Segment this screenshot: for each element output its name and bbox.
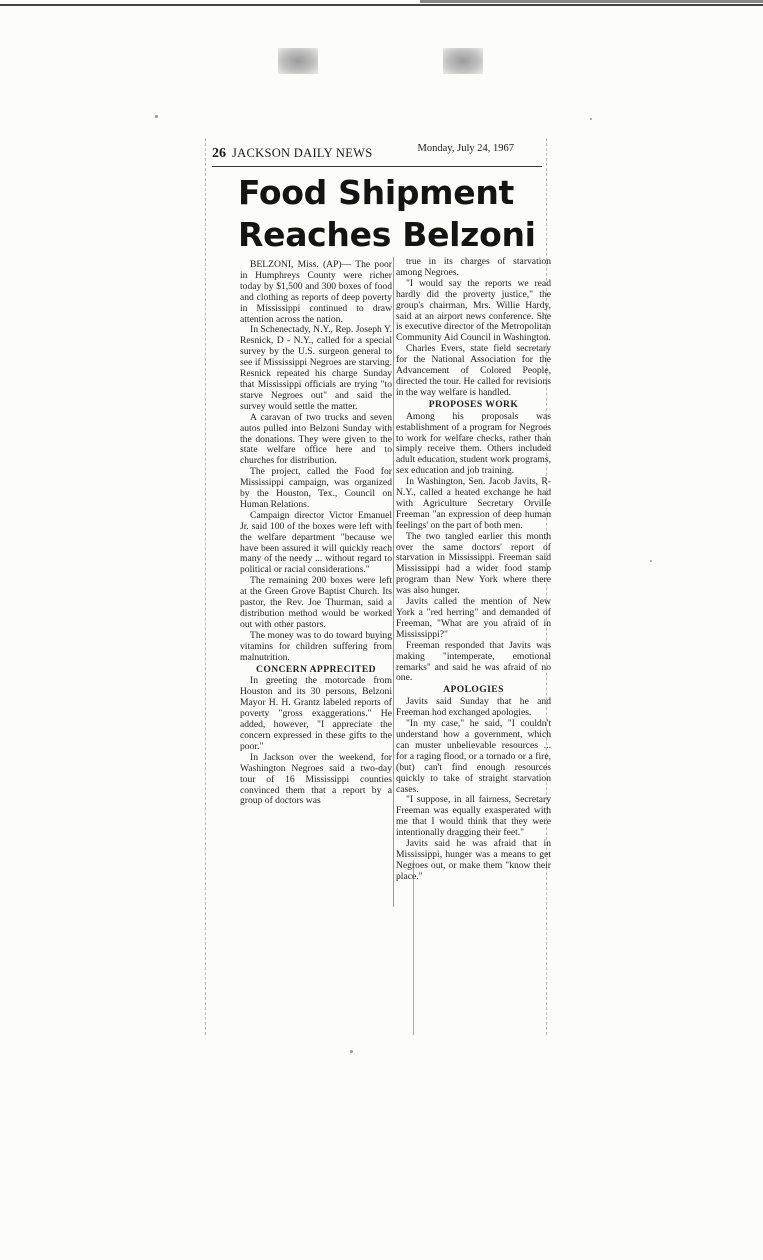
headline-line-2: Reaches Belzoni (238, 215, 536, 254)
masthead (212, 143, 542, 167)
column-edge (413, 860, 414, 1035)
punch-hole-right (443, 48, 483, 74)
paragraph: Javits called the mention of New York a "red herring" and demanded of Freeman, "What are you afraid of in Mississippi?" (396, 596, 551, 640)
paragraph: The project, called the Food for Mississippi campaign, was organized by the Houston, Tex., Council on Human Relations. (240, 466, 392, 510)
paragraph: In greeting the motorcade from Houston and its 30 persons, Belzoni Mayor H. H. Grantz labeled reports of poverty "gross exaggerations." He added, however, "I appreciate the concern expressed in these gifts to the poor." (240, 675, 392, 752)
paragraph: "In my case," he said, "I couldn't understand how a government, which can muster unbelievable resources ... for a raging flood, or a tornado or a fire, (but) can't find enough resources quickly to take of straight starvation cases. (396, 718, 551, 795)
subheading: PROPOSES WORK (428, 398, 519, 410)
scan-speck (155, 115, 158, 118)
column-divider (393, 257, 394, 907)
publication-date: Monday, July 24, 1967 (417, 143, 514, 154)
subheading: CONCERN APPRECITED (256, 663, 376, 675)
paragraph: BELZONI, Miss. (AP)— The poor in Humphreys County were richer today by $1,500 and 300 boxes of food and clothing as reports of deep poverty in Mississippi continued to draw attention across the nation. (240, 259, 392, 325)
paragraph: Javits said he was afraid that in Mississippi, hunger was a means to get Negroes out, or make them "know their place." (396, 838, 551, 882)
article-column-2 (396, 257, 551, 883)
scan-speck (590, 118, 592, 120)
top-scan-rule (0, 4, 763, 6)
paragraph: Freeman responded that Javits was making "intemperate, emotional remarks" and said he was afraid of no one. (396, 639, 551, 684)
top-scan-rule-right (420, 0, 763, 3)
paragraph: The remaining 200 boxes were left at the Green Grove Baptist Church. Its pastor, the Rev. Joe Thurman, said a distribution method would be worked out with other pastors. (240, 575, 392, 630)
paragraph: "I would say the reports we read hardly did the proverty justice," the group's chairman, Mrs. Willie Hardy, said at an airport news conference. She is executive director of the Metropolitan Community Aid Council in Washington. (396, 277, 551, 344)
headline (238, 172, 538, 256)
paragraph: "I suppose, in all fairness, Secretary Freeman was equally exasperated with me that I would think that they were intentionally dragging their feet." (396, 794, 551, 839)
paragraph: Campaign director Victor Emanuel Jr. said 100 of the boxes were left with the welfare department "because we have been assured it will quickly reach many of the needy ... without regard to political or racial considerations." (240, 509, 392, 576)
subheading: APOLOGIES (443, 684, 504, 696)
page-number: 26 (212, 146, 226, 161)
paragraph: The money was to do toward buying vitamins for children suffering from malnutrition. (240, 629, 392, 663)
scan-speck (350, 1050, 353, 1053)
paragraph: The two tangled earlier this month over the same doctors' report of starvation in Mississippi. Freeman said Mississippi had a wider food stamp program than New York where there was also hunger. (396, 530, 551, 597)
paragraph: A caravan of two trucks and seven autos pulled into Belzoni Sunday with the donations. They were given to the state welfare office here and to churches for distribution. (240, 411, 392, 467)
paragraph: In Jackson over the weekend, for Washington Negroes said a two-day tour of 16 Mississippi counties convinced them that a report by a group of doctors was (240, 751, 392, 807)
paragraph: Charles Evers, state field secretary for the National Association for the Advancement of Colored People, directed the tour. He called for revisions in the way welfare is handled. (396, 343, 551, 398)
paragraph: In Schenectady, N.Y., Rep. Joseph Y. Resnick, D - N.Y., called for a special survey by the U.S. surgeon general to see if Mississippi Negroes are starving. Resnick repeated his charge Sunday that Mississippi officials are trying "to starve Negroes out" and said the survey would settle the matter. (240, 324, 392, 412)
headline-line-1: Food Shipment (238, 173, 514, 212)
article-column-1 (240, 260, 392, 807)
paragraph: true in its charges of starvation among Negroes. (396, 256, 551, 278)
paragraph: Among his proposals was establishment of a program for Negroes to work for welfare checks, rather than simply receive them. Others included adult education, student work programs, sex education and job training. (396, 410, 551, 477)
newspaper-name: JACKSON DAILY NEWS (232, 146, 373, 160)
paragraph: Javits said Sunday that he and Freeman hod exchanged apologies. (396, 696, 551, 719)
punch-hole-left (278, 48, 318, 74)
paragraph: In Washington, Sen. Jacob Javits, R-N.Y., called a heated exchange he had with Agriculture Secretary Orville Freeman "an expression of deep human feelings' on the part of both men. (396, 476, 551, 531)
scan-speck (650, 560, 652, 562)
